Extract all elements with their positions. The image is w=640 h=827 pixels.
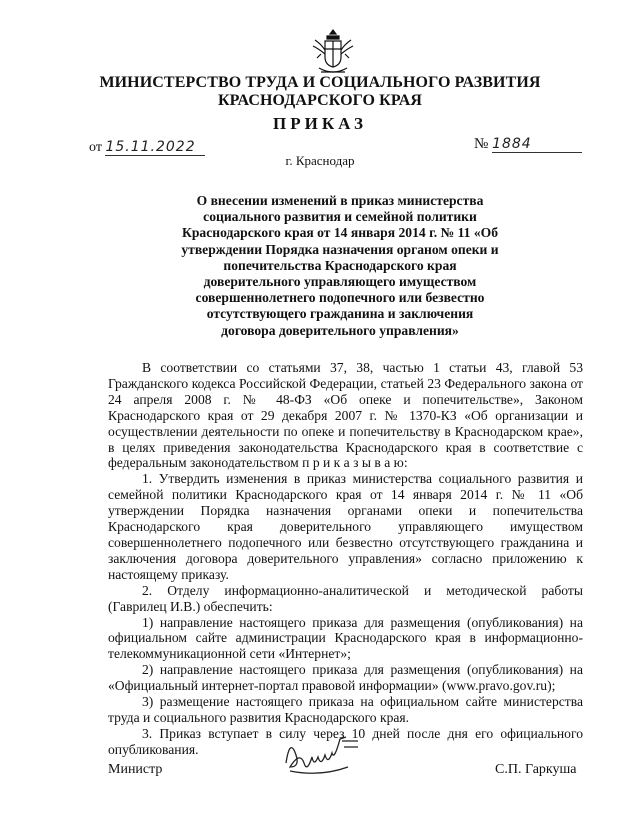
coat-of-arms-icon	[311, 28, 355, 76]
paragraph-subitem-3: 3) размещение настоящего приказа на официальном сайте министерства труда и социального развития Краснодарского края.	[108, 694, 583, 725]
paragraph-subitem-2: 2) направление настоящего приказа для размещения (опубликования) на «Официальный интернет-портал правовой информации» (www.pravo.gov.ru);	[108, 662, 583, 694]
city: г. Краснодар	[285, 153, 355, 168]
paragraph-item-3: 3. Приказ вступает в силу через 10 дней после дня его официального опубликования.	[108, 725, 583, 757]
document-title: О внесении изменений в приказ министерства социального развития и семейной политики Краснодарского края от 14 января 2014 г. № 11 «Об утверждении Порядка назначения органом опеки и попечительства Краснодарского края доверительного управляющего имуществом совершеннолетнего подопечного или безвестно отсутствующего гражданина и заключения договора доверительного управления»	[181, 193, 499, 338]
document-type: ПРИКАЗ	[273, 114, 367, 133]
ministry-name-line1: МИНИСТЕРСТВО ТРУДА И СОЦИАЛЬНОГО РАЗВИТИЯ	[99, 74, 541, 91]
number-prefix: №	[474, 136, 489, 152]
paragraph-subitem-1: 1) направление настоящего приказа для размещения (опубликования) на официальном сайте администрации Краснодарского края в информационно-телекоммуникационной сети «Интернет»;	[108, 614, 583, 662]
paragraph-item-2: 2. Отделу информационно-аналитической и методической работы (Гаврилец И.В.) обеспечить:	[108, 582, 583, 614]
signer-position: Министр	[108, 762, 163, 777]
date-prefix: от	[89, 140, 102, 155]
handwritten-signature-icon	[280, 727, 370, 779]
number-field	[474, 136, 582, 153]
paragraph-item-1: 1. Утвердить изменения в приказ министерства социального развития и семейной политики Краснодарского края от 14 января 2014 г. № 11 «Об утверждении Порядка назначения органами опеки и попечительства Краснодарского края доверительного управляющего имуществом совершеннолетнего подопечного или безвестно отсутствующего гражданина и заключения договора доверительного управления» согласно приложению к настоящему приказу.	[108, 471, 583, 582]
document-body	[108, 360, 583, 758]
signer-name: С.П. Гаркуша	[495, 762, 577, 777]
paragraph-preamble: В соответствии со статьями 37, 38, частью 1 статьи 43, главой 53 Гражданского кодекса Российской Федерации, статьей 23 Федерального закона от 24 апреля 2008 г. № 48-ФЗ «Об опеке и попечительстве», Законом Краснодарского края от 29 декабря 2007 г. № 1370-КЗ «Об организации и осуществлении деятельности по опеке и попечительству в Краснодарском крае», в целях приведения законодательства Краснодарского края в соответствие с федеральным законодательством п р и к а з ы в а ю:	[108, 360, 583, 471]
date-value: 15.11.2022	[105, 139, 205, 156]
number-value: 1884	[492, 136, 582, 153]
ministry-name-line2: КРАСНОДАРСКОГО КРАЯ	[217, 92, 423, 109]
